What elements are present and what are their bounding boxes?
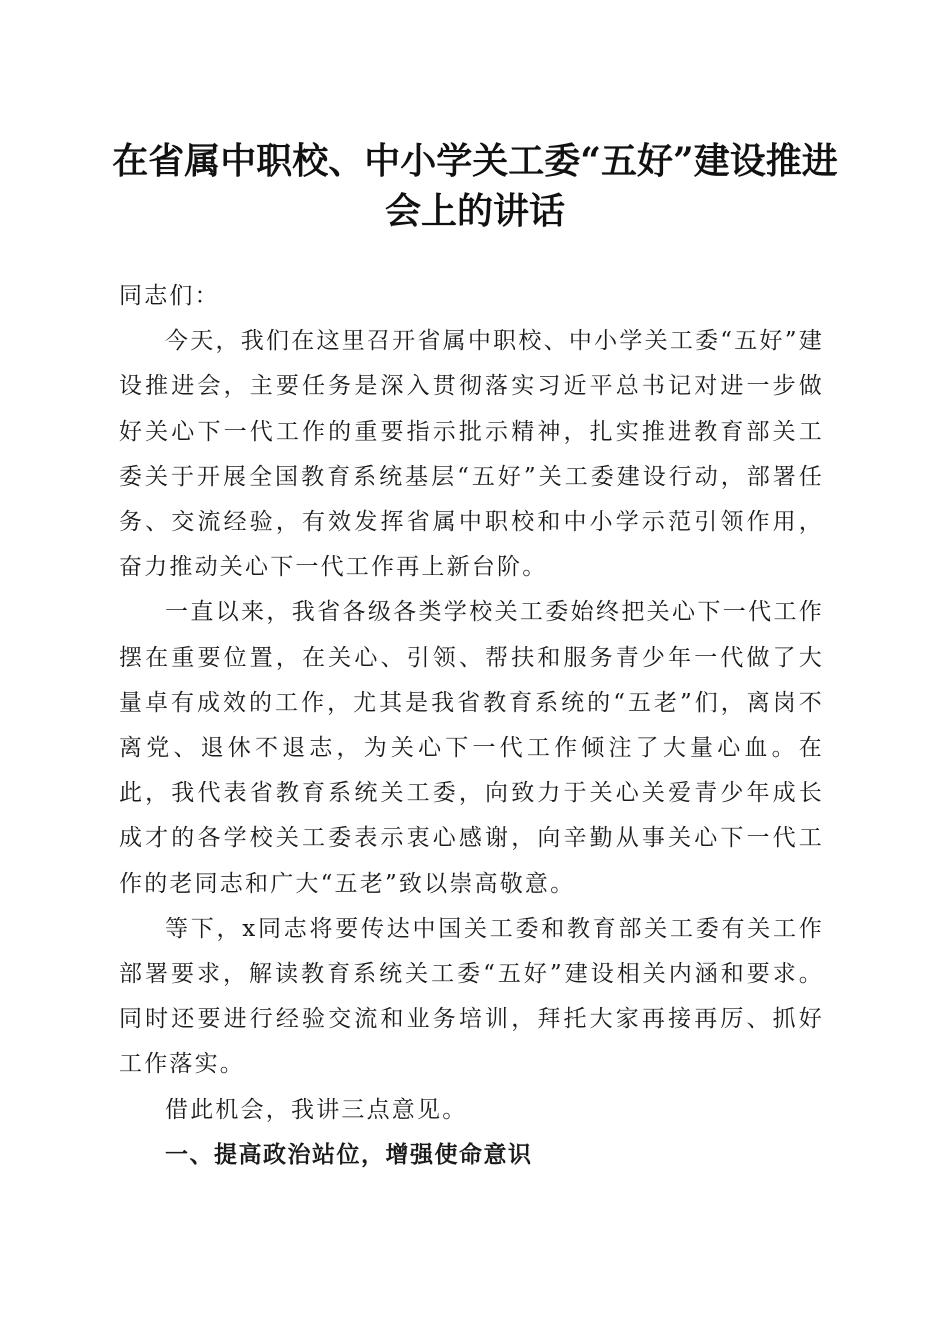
document-title: 在省属中职校、中小学关工委“五好”建设推进会上的讲话: [112, 140, 838, 232]
paragraph-transition: 借此机会，我讲三点意见。: [165, 1096, 468, 1123]
document-body: [119, 274, 824, 1178]
paragraph-achievements: 一直以来，我省各级各类学校关工委始终把关心下一代工作摆在重要位置，在关心、引领、帮扶和服务青少年一代做了大量卓有成效的工作，尤其是我省教育系统的“五老”们，离岗不离党、退休不退志，为关心下一代工作倾注了大量心血。在此，我代表省教育系统关工委，向致力于关心关爱青少年成长成才的各学校关工委表示衷心感谢，向辛勤从事关心下一代工作的老同志和广大“五老”致以崇高敬意。: [119, 599, 824, 897]
paragraph-opening: 今天，我们在这里召开省属中职校、中小学关工委“五好”建设推进会，主要任务是深入贯彻落实习近平总书记对进一步做好关心下一代工作的重要指示批示精神，扎实推进教育部关工委关于开展全国教育系统基层“五好”关工委建设行动，部署任务、交流经验，有效发挥省属中职校和中小学示范引领作用，奋力推动关心下一代工作再上新台阶。: [119, 328, 824, 581]
salutation: 同志们：: [119, 283, 220, 309]
section-heading: 一、提高政治站位，增强使命意识: [165, 1141, 533, 1168]
paragraph-agenda: 等下，x同志将要传达中国关工委和教育部关工委有关工作部署要求，解读教育系统关工委“五好”建设相关内涵和要求。同时还要进行经验交流和业务培训，拜托大家再接再厉、抓好工作落实。: [119, 915, 824, 1078]
